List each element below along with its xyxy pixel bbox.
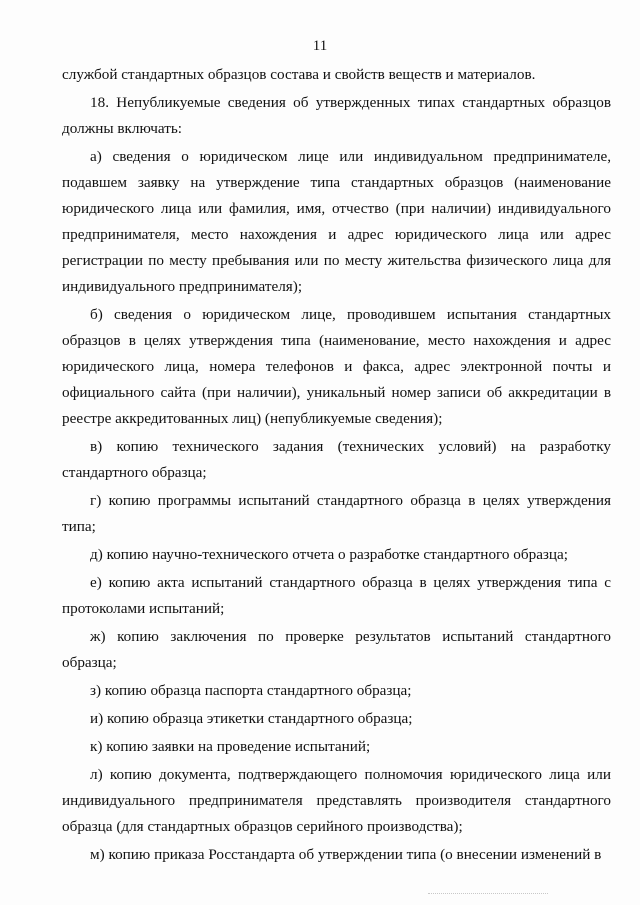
paragraph-item-z: з) копию образца паспорта стандартного образца;	[90, 682, 412, 699]
paragraph-item-b: б) сведения о юридическом лице, проводившем испытания стандартных образцов в целях утверждения типа (наименование, место нахождения и адрес юридического лица, номера телефонов и факса, адрес электронной почты и официального сайта (при наличии), уникальный номер записи об аккредитации в реестре аккредитованных лиц) (непубликуемые сведения);	[62, 306, 611, 427]
paragraph-item-l: л) копию документа, подтверждающего полномочия юридического лица или индивидуального предпринимателя представлять производителя стандартного образца (для стандартных образцов серийного производства);	[62, 766, 611, 835]
paragraph-item-a: а) сведения о юридическом лице или индивидуальном предпринимателе, подавшем заявку на утверждение типа стандартных образцов (наименование юридического лица или фамилия, имя, отчество (при наличии) индивидуального предпринимателя, место нахождения и адрес юридического лица или адрес регистрации по месту пребывания или по месту жительства физического лица для индивидуального предпринимателя);	[62, 148, 611, 295]
paragraph-item-i: и) копию образца этикетки стандартного образца;	[90, 710, 413, 727]
paragraph-item-g: г) копию программы испытаний стандартного образца в целях утверждения типа;	[62, 492, 611, 535]
page-number: 11	[312, 38, 328, 54]
paragraph-item-d: д) копию научно-технического отчета о разработке стандартного образца;	[90, 546, 569, 563]
paragraph-item-m: м) копию приказа Росстандарта об утверждении типа (о внесении изменений в	[90, 846, 602, 863]
paragraph-item-e: е) копию акта испытаний стандартного образца в целях утверждения типа с протоколами испытаний;	[62, 574, 611, 617]
paragraph-item-v: в) копию технического задания (технических условий) на разработку стандартного образца;	[62, 438, 611, 481]
paragraph-item-zh: ж) копию заключения по проверке результатов испытаний стандартного образца;	[62, 628, 611, 671]
paragraph-item-k: к) копию заявки на проведение испытаний;	[90, 738, 371, 755]
document-body	[62, 62, 611, 870]
paragraph-item-18: 18. Непубликуемые сведения об утвержденных типах стандартных образцов должны включать:	[62, 94, 611, 137]
paragraph-continuation: службой стандартных образцов состава и свойств веществ и материалов.	[62, 66, 536, 83]
scan-artifact	[428, 893, 548, 897]
